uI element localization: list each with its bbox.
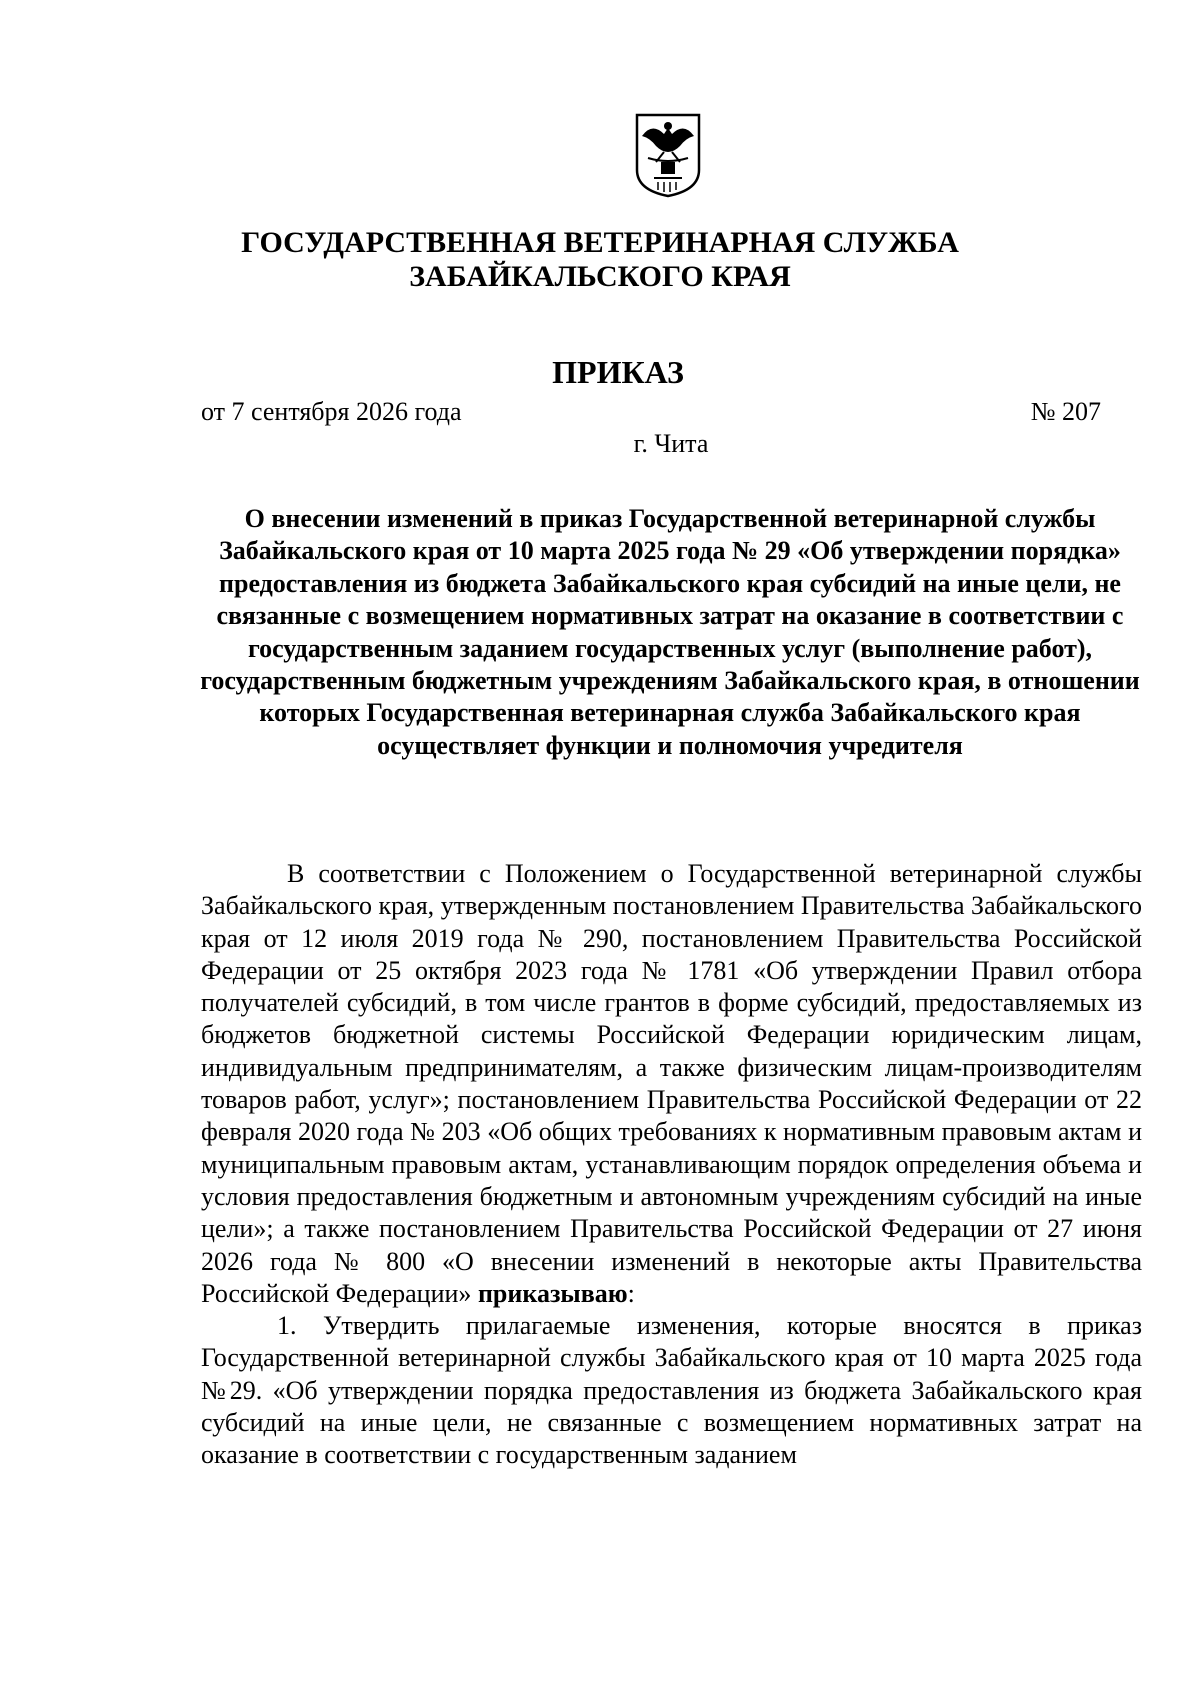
directive-colon: : xyxy=(627,1278,635,1308)
document-number: № 207 xyxy=(1030,397,1101,426)
agency-name xyxy=(0,226,1200,294)
coat-of-arms-emblem xyxy=(634,112,702,198)
document-date: от 7 сентября 2026 года xyxy=(201,397,462,426)
date-number-line xyxy=(201,396,1101,428)
document-body xyxy=(201,858,1142,1472)
item-1-paragraph: 1. Утвердить прилагаемые изменения, которые вносятся в приказ Государственной ветеринарной службы Забайкальского края от 10 марта 2025 года №29. «Об утверждении порядка предоставления из бюджета Забайкальского края субсидий на иные цели, не связанные с возмещением нормативных затрат на оказание в соответствии с государственным заданием xyxy=(201,1311,1142,1470)
document-city: г. Чита xyxy=(633,429,709,458)
preamble-paragraph xyxy=(201,858,1142,1310)
agency-name-line2: ЗАБАЙКАЛЬСКОГО КРАЯ xyxy=(409,260,791,293)
agency-name-line1: ГОСУДАРСТВЕННАЯ ВЕТЕРИНАРНАЯ СЛУЖБА xyxy=(241,226,959,259)
document-type-title: ПРИКАЗ xyxy=(552,354,684,390)
preamble-text: В соответствии с Положением о Государственной ветеринарной службы Забайкальского края, утвержденным постановлением Правительства Забайкальского края от 12 июля 2019 года № 290, постановлением Правительства Российской Федерации от 25 октября 2023 года № 1781 «Об утверждении Правил отбора получателей субсидий, в том числе грантов в форме субсидий, предоставляемых из бюджетов бюджетной системы Российской Федерации юридическим лицам, индивидуальным предпринимателям, а также физическим лицам-производителям товаров работ, услуг»; постановлением Правительства Российской Федерации от 22 февраля 2020 года № 203 «Об общих требованиях к нормативным правовым актам и муниципальным правовым актам, устанавливающим порядок определения объема и условия предоставления бюджетным и автономным учреждениям субсидий на иные цели»; а также постановлением Правительства Российской Федерации от 27 июня 2026 года № 800 «О внесении изменений в некоторые акты Правительства Российской Федерации» xyxy=(201,859,1142,1308)
directive-word: приказываю xyxy=(477,1278,628,1308)
document-subject: О внесении изменений в приказ Государственной ветеринарной службы Забайкальского края от 10 марта 2025 года № 29 «Об утверждении порядка» предоставления из бюджета Забайкальского края субсидий на иные цели, не связанные с возмещением нормативных затрат на оказание в соответствии с государственным заданием государственных услуг (выполнение работ), государственным бюджетным учреждениям Забайкальского края, в отношении которых Государственная ветеринарная служба Забайкальского края осуществляет функции и полномочия учредителя xyxy=(200,504,1140,760)
